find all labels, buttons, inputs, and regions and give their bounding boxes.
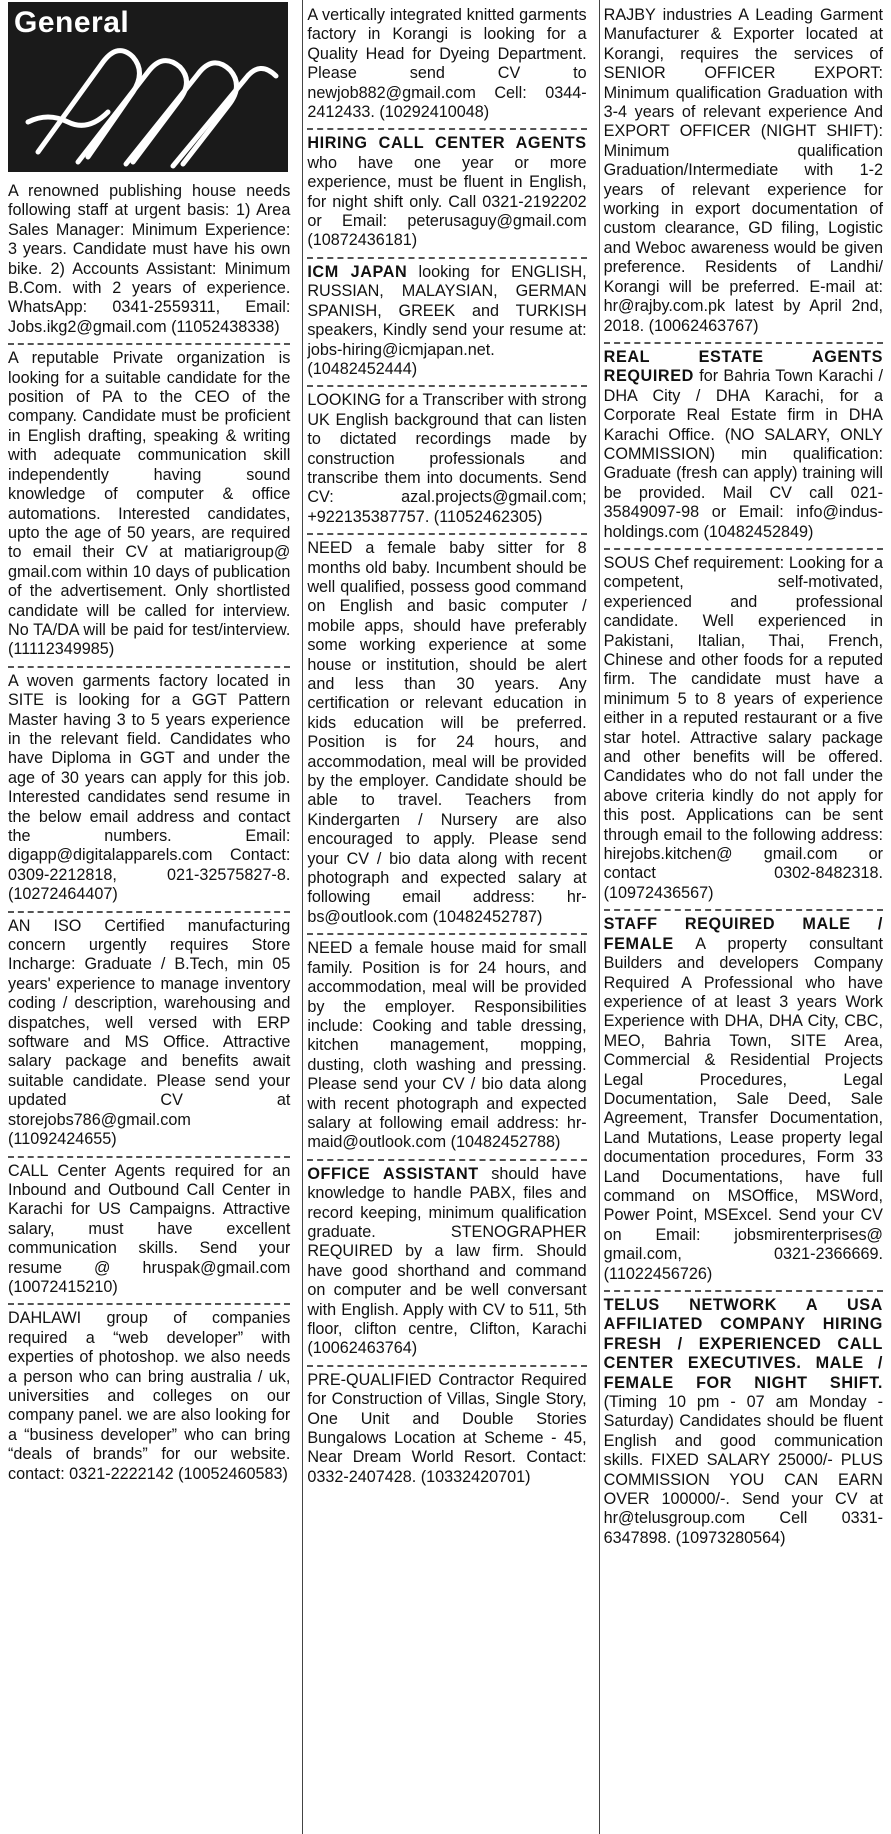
ad-item: REAL ESTATE AGENTS REQUIRED for Bahria Town Karachi / DHA City / DHA Karachi, for a Corporate Real Estate firm in DHA Karachi Office. (NO SALARY, ONLY COMMISSION) min qualification: Graduate (fresh can apply) training will be provided. Mail CV call 021-35849097-98 or Email: info@indus-holdings.com (10482452849) [604,344,883,550]
ad-item: ICM JAPAN looking for ENGLISH, RUSSIAN, MALAYSIAN, GERMAN SPANISH, GREEK and TURKISH speakers, Kindly send your resume at: jobs-hiring@icmjapan.net. (10482452444) [307,259,586,387]
ad-heading: STAFF REQUIRED MALE / FEMALE [603,915,883,953]
section-title: General [14,6,130,39]
ad-item: DAHLAWI group of companies required a “web developer” with experties of photoshop. we also needs a person who can bring australia / uk, universities and colleges on our company panel. we are also looking for a “business developer” who can bring “deals of brands” for our website. contact: 0321-2222142 (10052460583) [8,1309,291,1483]
ad-item: HIRING CALL CENTER AGENTS who have one year or more experience, must be fluent in English, for night shift only. Call 0321-2192202 or Email: peterusaguy@gmail.com (10872436181) [307,130,586,258]
ad-item: PRE-QUALIFIED Contractor Required for Construction of Villas, Single Story, One Unit and Double Stories Bungalows Location at Scheme - 45, Near Dream World Resort. Contact: 0332-2407428. (10332420701) [307,1370,587,1486]
ad-heading: OFFICE ASSISTANT [307,1164,479,1183]
ad-item: LOOKING for a Transcriber with strong UK English background that can listen to dictated recordings made by construction professionals and transcribe them into documents. Send CV: azal.projects@gmail.com; +922135387757. (11052462305) [307,387,586,535]
ad-heading: TELUS NETWORK A USA AFFILIATED COMPANY HIRING FRESH / EXPERIENCED CALL CENTER EXECUTIVES. MALE / FEMALE FOR NIGHT SHIFT. [603,1296,883,1392]
ad-item: OFFICE ASSISTANT should have knowledge to handle PABX, files and record keeping, minimum qualification graduate. STENOGRAPHER REQUIRED by a law firm. Should have good shorthand and command on computer and be well conversant with English. Apply with CV to 511, 5th floor, clifton centre, Clifton, Karachi (10062463764) [307,1161,586,1367]
section-header [8,2,288,172]
ad-item: STAFF REQUIRED MALE / FEMALE A property consultant Builders and developers Company Required A Professional who have experience of at least 3 years Work Experience with DHA, DHA City, CBC, MEO, Bahria Town, SITE Area, Commercial & Residential Projects Legal Procedures, Legal Documentation, Sale Deed, Sale Agreement, Transfer Documentation, Land Mutations, Lease property legal documentation procedures, Form 33 Land Documentations, have full command on MSOffice, MSWord, Power Point, MSExcel. Send your CV on Email: jobsmirenterprises@ gmail.com, 0321-2366669. (11022456726) [604,911,883,1292]
ad-item: A woven garments factory located in SITE is looking for a GGT Pattern Master having 3 to 5 years experience in the relevant field. Candidates who have Diploma in GGT and under the age of 30 years can apply for this job. Interested candidates send resume in the below email address and contact the numbers. Email: digapp@digitalapparels.com Contact: 0309-2212818, 021-32575827-8. (10272464407) [8,668,290,913]
ad-item: NEED a female house maid for small family. Position is for 24 hours, and accommodation, meal will be provided by the employer. Responsibilities include: Cooking and table dressing, kitchen management, mopping, dusting, cloth washing and pressing. Please send your CV / bio data along with recent photograph and expected salary at following email address: hr-maid@outlook.com (10482452788) [307,935,586,1160]
classifieds-page [6,0,885,1834]
ad-item: CALL Center Agents required for an Inbound and Outbound Call Center in Karachi for US Campaigns. Attractive salary, must have excellent communication skills. Send your resume @ hruspak@gmail.com (10072415210) [8,1158,290,1306]
column-2 [302,0,588,1834]
ad-item: A reputable Private organization is looking for a suitable candidate for the position of PA to the CEO of the company. Candidate must be proficient in English drafting, speaking & writing with adequate communication skill independently having sound knowledge of computer & office automations. Interested candidates, upto the age of 50 years, are required to email their CV at matiarigroup@ gmail.com within 10 days of publication of the advertisement. Only shortlisted candidate will be called for interview. No TA/DA will be paid for test/interview. (11112349985) [8,345,290,668]
ad-item: SOUS Chef requirement: Looking for a competent, self-motivated, experienced and professional candidate. Well experienced in Pakistani, Italian, Thai, French, Chinese and other foods for a reputed firm. The candidate must have a minimum 5 to 8 years of experience either in a reputed restaurant or a five star hotel. Attractive salary package and other benefits will be offered. Candidates who do not fall under the above criteria kindly do not apply for this post. Applications can be sent through email to the following address: hirejobs.kitchen@ gmail.com or contact 0302-8482318. (10972436567) [604,550,883,911]
ad-item: AN ISO Certified manufacturing concern urgently requires Store Incharge: Graduate / B.Tech, min 05 years' experience to manage inventory coding / description, warehousing and dispatches, well versed with ERP software and MS Office. Attractive salary package and benefits await suitable candidate. Please send your updated CV at storejobs786@gmail.com (11092424655) [8,913,290,1158]
ad-heading: REAL ESTATE AGENTS REQUIRED [603,347,883,386]
ads-list-col1 [8,178,290,1490]
ad-item: TELUS NETWORK A USA AFFILIATED COMPANY HIRING FRESH / EXPERIENCED CALL CENTER EXECUTIVES. MALE / FEMALE FOR NIGHT SHIFT. (Timing 10 pm - 07 am Monday - Saturday) Candidates should be fluent English and good communication skills. FIXED SALARY 25000/- PLUS COMMISSION YOU CAN EARN OVER 100000/-. Send your CV at hr@telusgroup.com Cell 0331-6347898. (10973280564) [603,1296,883,1547]
column-1 [6,0,292,1834]
column-3 [599,0,885,1834]
ad-item: A vertically integrated knitted garments factory in Korangi is looking for a Quality Head for Dyeing Department. Please send CV to newjob882@gmail.com Cell: 0344-2412433. (10292410048) [307,2,586,130]
ad-item: A renowned publishing house needs following staff at urgent basis: 1) Area Sales Manager: Minimum Experience: 3 years. Candidate must have his own bike. 2) Accounts Assistant: Minimum B.Com. with 2 years of experience. WhatsApp: 0341-2559311, Email: Jobs.ikg2@gmail.com (11052438338) [8,178,290,345]
ad-heading: ICM JAPAN [307,262,408,281]
ad-heading: HIRING CALL CENTER AGENTS [307,134,587,153]
ad-item: RAJBY industries A Leading Garment Manufacturer & Exporter located at Korangi, requires the services of SENIOR OFFICER EXPORT: Minimum qualification Graduation with 3-4 years of relevant experience And EXPORT OFFICER (NIGHT SHIFT): Minimum qualification Graduation/Intermediate with 1-2 years of relevant experience for working in export documentation of custom clearance, GD filing, Logistic and Weboc awareness would be given preference. Residents of Landhi/ Korangi will be preferred. E-mail at: hr@rajby.com.pk latest by April 2nd, 2018. (10062463767) [604,2,883,344]
ad-item: NEED a female baby sitter for 8 months old baby. Incumbent should be well qualified, possess good command on English and basic computer / mobile apps, should have preferably some working experience at some house or institution, should be alert and less than 30 years. Any certification or relevant education in kids education will be preferred. Position is for 24 hours, and accommodation, meal will be provided by the employer. Candidate should be able to travel. Teachers from Kindergarten / Nursery are also encouraged to apply. Please send your CV / bio data along with recent photograph and expected salary at following email address: hr-bs@outlook.com (10482452787) [307,535,586,935]
